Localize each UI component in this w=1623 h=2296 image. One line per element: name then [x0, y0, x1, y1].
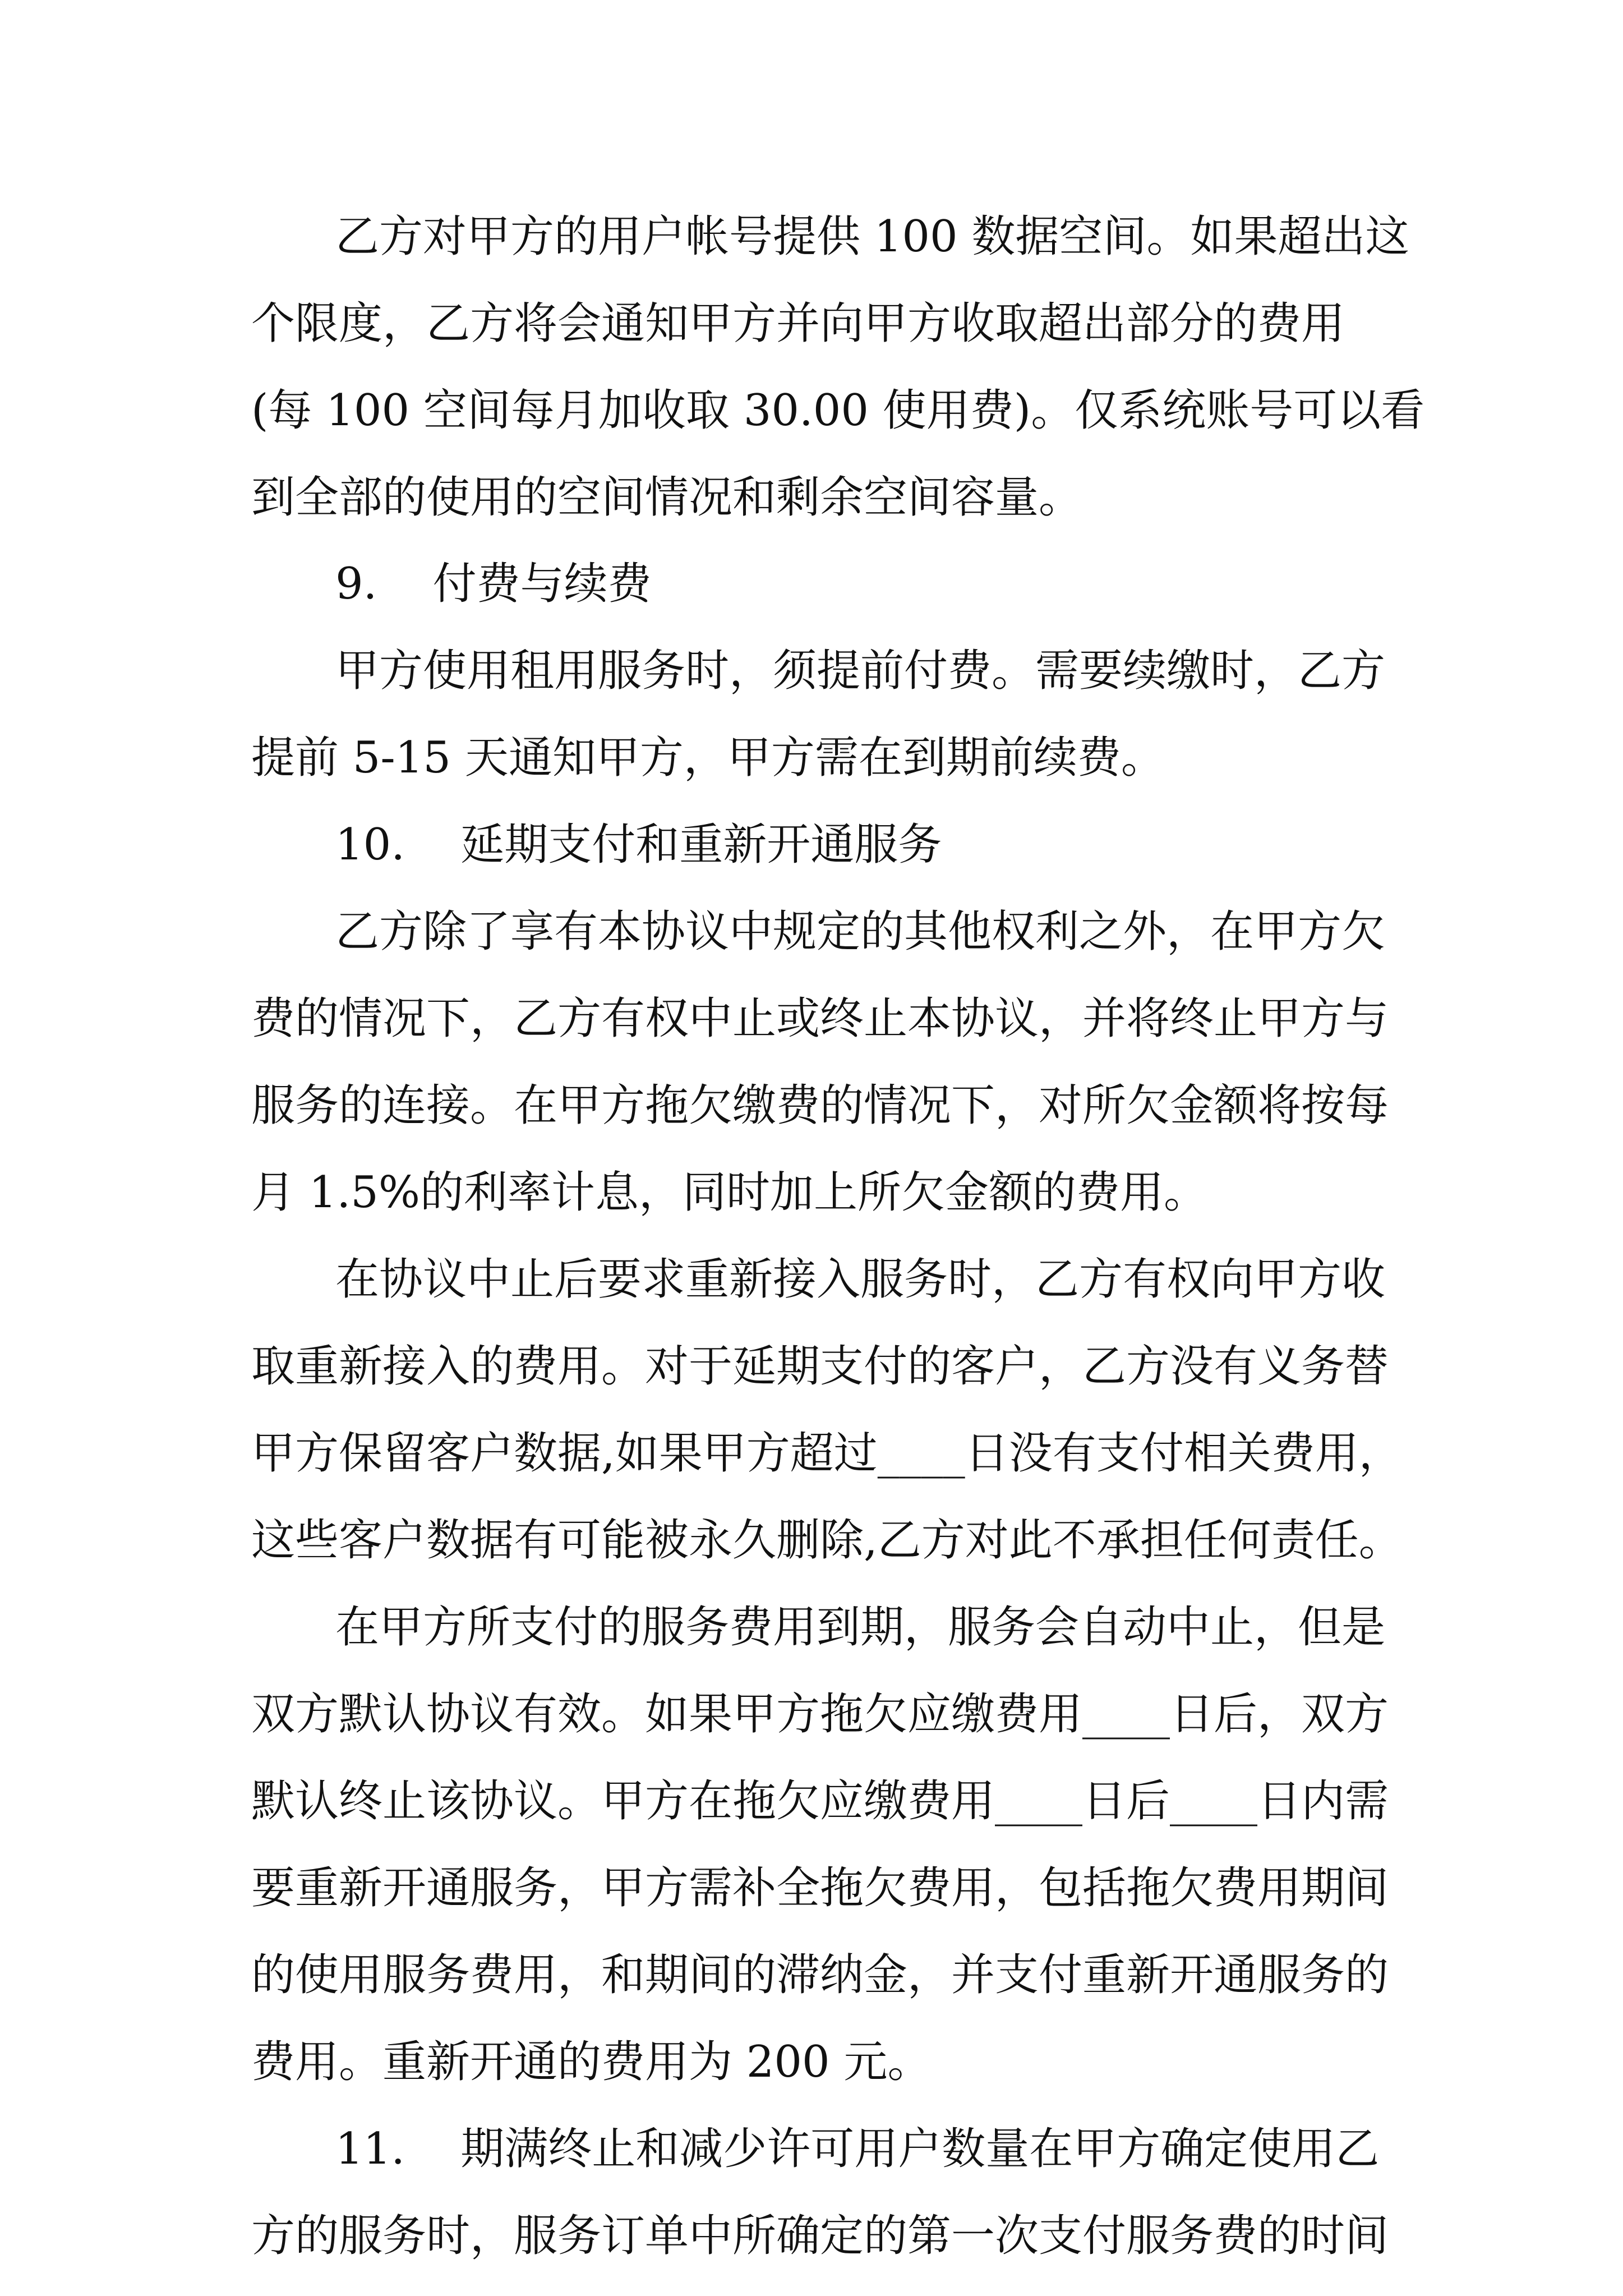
- text-line: 费的情况下，乙方有权中止或终止本协议，并将终止甲方与: [251, 993, 1389, 1044]
- text-line: 在协议中止后要求重新接入服务时，乙方有权向甲方收: [335, 1254, 1386, 1305]
- text-line: 在甲方所支付的服务费用到期，服务会自动中止，但是: [335, 1602, 1386, 1653]
- text-line: 费用。重新开通的费用为 200 元。: [251, 2037, 932, 2087]
- text-line: 提前 5-15 天通知甲方，甲方需在到期前续费。: [251, 733, 1165, 783]
- text-line: 甲方使用租用服务时，须提前付费。需要续缴时，乙方: [335, 646, 1386, 696]
- text-line: 甲方保留客户数据,如果甲方超过____日没有支付相关费用，: [251, 1428, 1403, 1479]
- text-line: 方的服务时，服务订单中所确定的第一次支付服务费的时间: [251, 2211, 1389, 2261]
- text-line: 月 1.5%的利率计息，同时加上所欠金额的费用。: [251, 1167, 1207, 1218]
- text-line: 取重新接入的费用。对于延期支付的客户，乙方没有义务替: [251, 1341, 1389, 1392]
- text-line: 乙方除了享有本协议中规定的其他权利之外，在甲方欠: [335, 907, 1386, 957]
- text-line: 默认终止该协议。甲方在拖欠应缴费用____日后____日内需: [251, 1776, 1389, 1826]
- text-line: 服务的连接。在甲方拖欠缴费的情况下，对所欠金额将按每: [251, 1080, 1389, 1131]
- text-line: 个限度，乙方将会通知甲方并向甲方收取超出部分的费用: [251, 298, 1345, 349]
- text-line: 双方默认协议有效。如果甲方拖欠应缴费用____日后，双方: [251, 1689, 1389, 1740]
- text-line: 乙方对甲方的用户帐号提供 100 数据空间。如果超出这: [335, 211, 1409, 262]
- text-line: (每 100 空间每月加收取 30.00 使用费)。仅系统账号可以看: [251, 385, 1425, 436]
- text-line: 的使用服务费用，和期间的滞纳金，并支付重新开通服务的: [251, 1950, 1389, 2000]
- text-line: 到全部的使用的空间情况和剩余空间容量。: [251, 472, 1083, 523]
- text-line: 要重新开通服务，甲方需补全拖欠费用，包括拖欠费用期间: [251, 1863, 1389, 1913]
- section-heading: 9. 付费与续费: [335, 559, 652, 609]
- section-heading: 11. 期满终止和减少许可用户数量在甲方确定使用乙: [335, 2124, 1380, 2174]
- text-line: 这些客户数据有可能被永久删除,乙方对此不承担任何责任。: [251, 1515, 1403, 1566]
- section-heading: 10. 延期支付和重新开通服务: [335, 820, 942, 870]
